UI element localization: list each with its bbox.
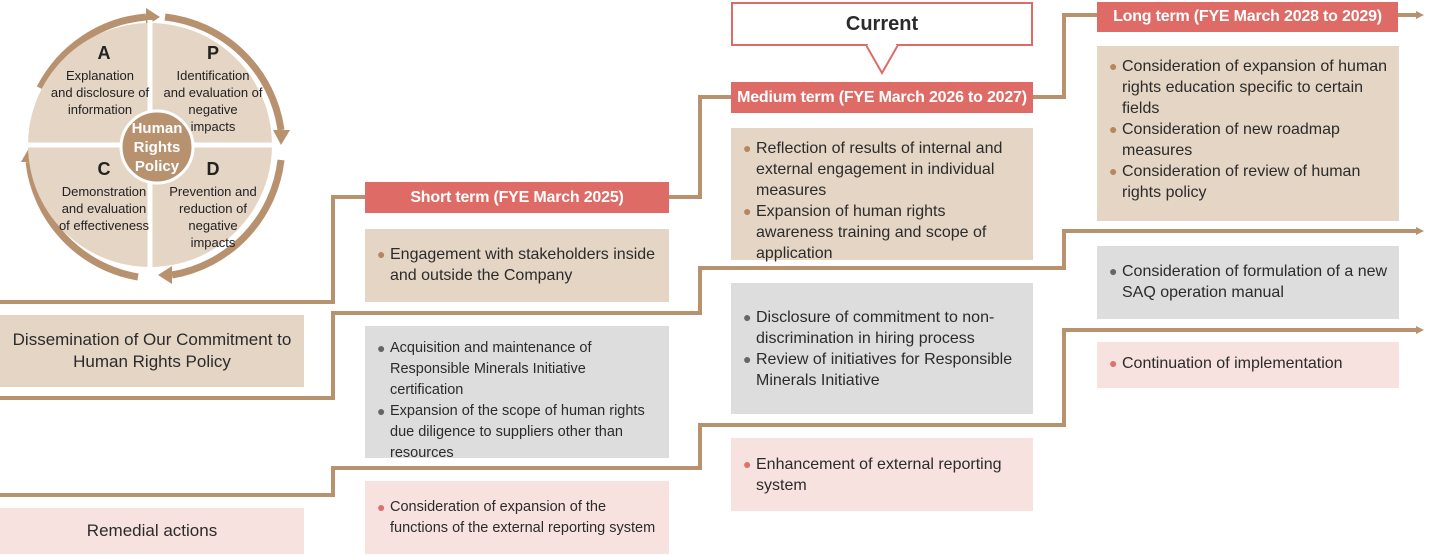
short-term-pink-box — [365, 481, 669, 554]
list-item: ● Consideration of expansion of the functions of the external reporting system — [377, 499, 656, 536]
quadrant-a-text: Explanation and disclosure of information — [50, 68, 150, 117]
medium-term-pink-box — [731, 438, 1033, 511]
dissemination-row-label: Dissemination of Our Commitment to Human Rights Policy — [0, 315, 304, 387]
long-term-pink-box — [1097, 342, 1399, 388]
list-item: ● Review of initiatives for Responsible Minerals Initiative — [743, 351, 1013, 389]
list-item: ● Expansion of the scope of human rights due diligence to suppliers other than resources — [377, 403, 645, 461]
long-term-tan-box — [1097, 46, 1399, 221]
list-item: ● Consideration of review of human rights policy — [1109, 163, 1361, 201]
list-item: ● Consideration of new roadmap measures — [1109, 121, 1340, 159]
short-term-gray-box — [365, 326, 669, 461]
medium-term-gray-box — [731, 283, 1033, 414]
list-item: ● Expansion of human rights awareness training and scope of application — [743, 203, 987, 262]
list-item: ● Continuation of implementation — [1109, 355, 1343, 372]
quadrant-c-letter: C — [97, 159, 111, 179]
short-term-tan-box — [365, 229, 669, 302]
list-item: ● Consideration of expansion of human rights education specific to certain fields — [1109, 58, 1388, 117]
tan-track-line-2 — [669, 97, 731, 197]
list-item: ● Reflection of results of internal and external engagement in individual measures — [743, 140, 1003, 199]
short-term-label: Short term (FYE March 2025) — [365, 182, 669, 213]
long-term-label: Long term (FYE March 2028 to 2029) — [1097, 2, 1398, 32]
tan-track-line-3 — [1033, 15, 1097, 97]
medium-term-label: Medium term (FYE March 2026 to 2027) — [731, 82, 1033, 113]
current-callout — [731, 2, 1033, 46]
medium-term-tan-box — [731, 128, 1033, 260]
center-label: Human Rights Policy — [131, 120, 183, 175]
quadrant-p-letter: P — [206, 43, 219, 63]
quadrant-p-text: Identification and evaluation of negative impacts — [163, 68, 263, 134]
current-pointer — [866, 43, 898, 77]
quadrant-a-letter: A — [97, 43, 111, 63]
quadrant-d-letter: D — [206, 159, 220, 179]
cycle-arrowhead — [273, 130, 290, 145]
cycle-arrowhead — [158, 266, 172, 284]
list-item: ● Engagement with stakeholders inside and outside the Company — [377, 246, 656, 284]
list-item: ● Enhancement of external reporting system — [743, 456, 1002, 494]
current-label: Current — [845, 12, 919, 35]
quadrant-c-text: Demonstration and evaluation of effectiveness — [58, 184, 150, 233]
quadrant-d-text: Prevention and reduction of negative impacts — [169, 184, 257, 250]
remedial-row-label: Remedial actions — [0, 508, 304, 554]
list-item: ● Disclosure of commitment to non-discrimination in hiring process — [743, 309, 995, 347]
long-term-gray-box — [1097, 246, 1399, 319]
list-item: ● Consideration of formulation of a new SAQ operation manual — [1109, 263, 1388, 301]
list-item: ● Acquisition and maintenance of Responsible Minerals Initiative certification — [377, 340, 592, 398]
